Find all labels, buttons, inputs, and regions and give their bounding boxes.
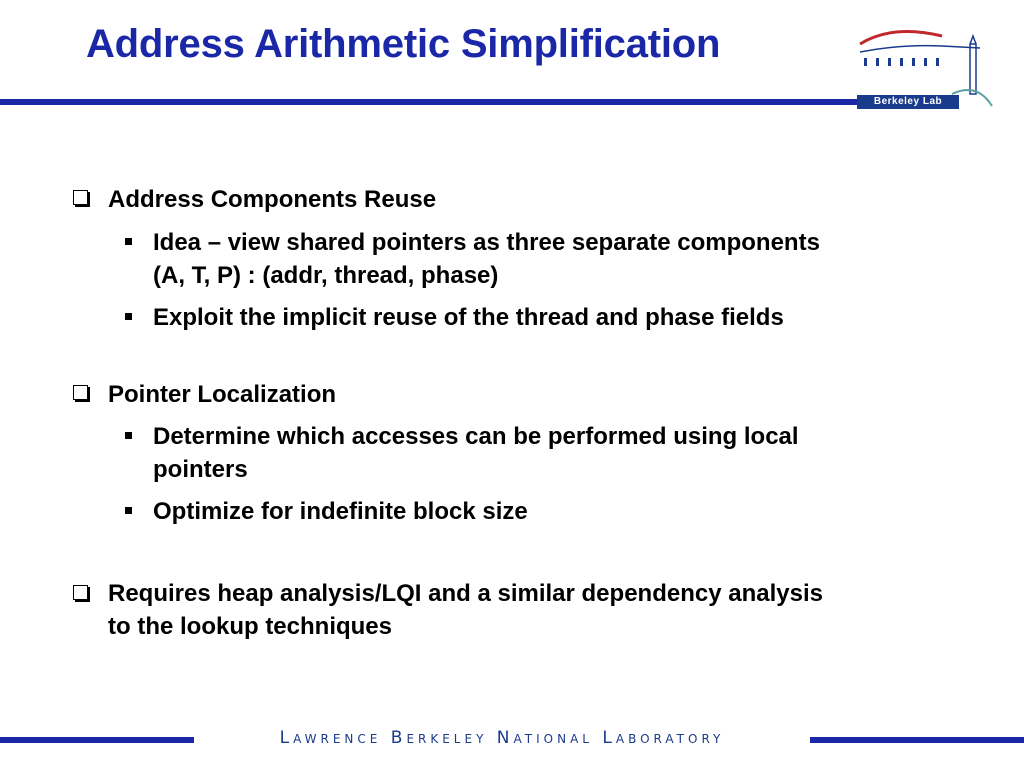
sub-bullet-text: Optimize for indefinite block size bbox=[153, 498, 528, 525]
checkbox-bullet-icon bbox=[73, 190, 88, 205]
sub-bullet-text: Idea – view shared pointers as three separate components bbox=[153, 229, 820, 256]
square-bullet-icon bbox=[125, 313, 132, 320]
bullet-heading: Pointer Localization bbox=[108, 381, 337, 408]
footer-divider-right bbox=[810, 737, 1024, 743]
checkbox-bullet-icon bbox=[73, 385, 88, 400]
square-bullet-icon bbox=[125, 432, 132, 439]
bullet-heading: Address Components Reuse bbox=[108, 186, 437, 213]
title-divider bbox=[0, 99, 858, 105]
checkbox-bullet-icon bbox=[73, 585, 88, 600]
slide-title: Address Arithmetic Simplification bbox=[86, 22, 721, 66]
square-bullet-icon bbox=[125, 238, 132, 245]
square-bullet-icon bbox=[125, 507, 132, 514]
sub-bullet-text-continued: (A, T, P) : (addr, thread, phase) bbox=[153, 262, 499, 289]
logo-text: Berkeley Lab bbox=[857, 95, 959, 109]
footer-lab-name: Lawrence Berkeley National Laboratory bbox=[279, 728, 725, 748]
berkeley-lab-logo bbox=[852, 22, 997, 112]
sub-bullet-text: Exploit the implicit reuse of the thread and phase fields bbox=[153, 304, 784, 331]
sub-bullet-text-continued: pointers bbox=[153, 456, 248, 483]
sub-bullet-text: Determine which accesses can be performed using local bbox=[153, 423, 799, 450]
bullet-heading: Requires heap analysis/LQI and a similar dependency analysis bbox=[108, 580, 823, 607]
bullet-heading-continued: to the lookup techniques bbox=[108, 613, 393, 640]
footer-divider-left bbox=[0, 737, 194, 743]
